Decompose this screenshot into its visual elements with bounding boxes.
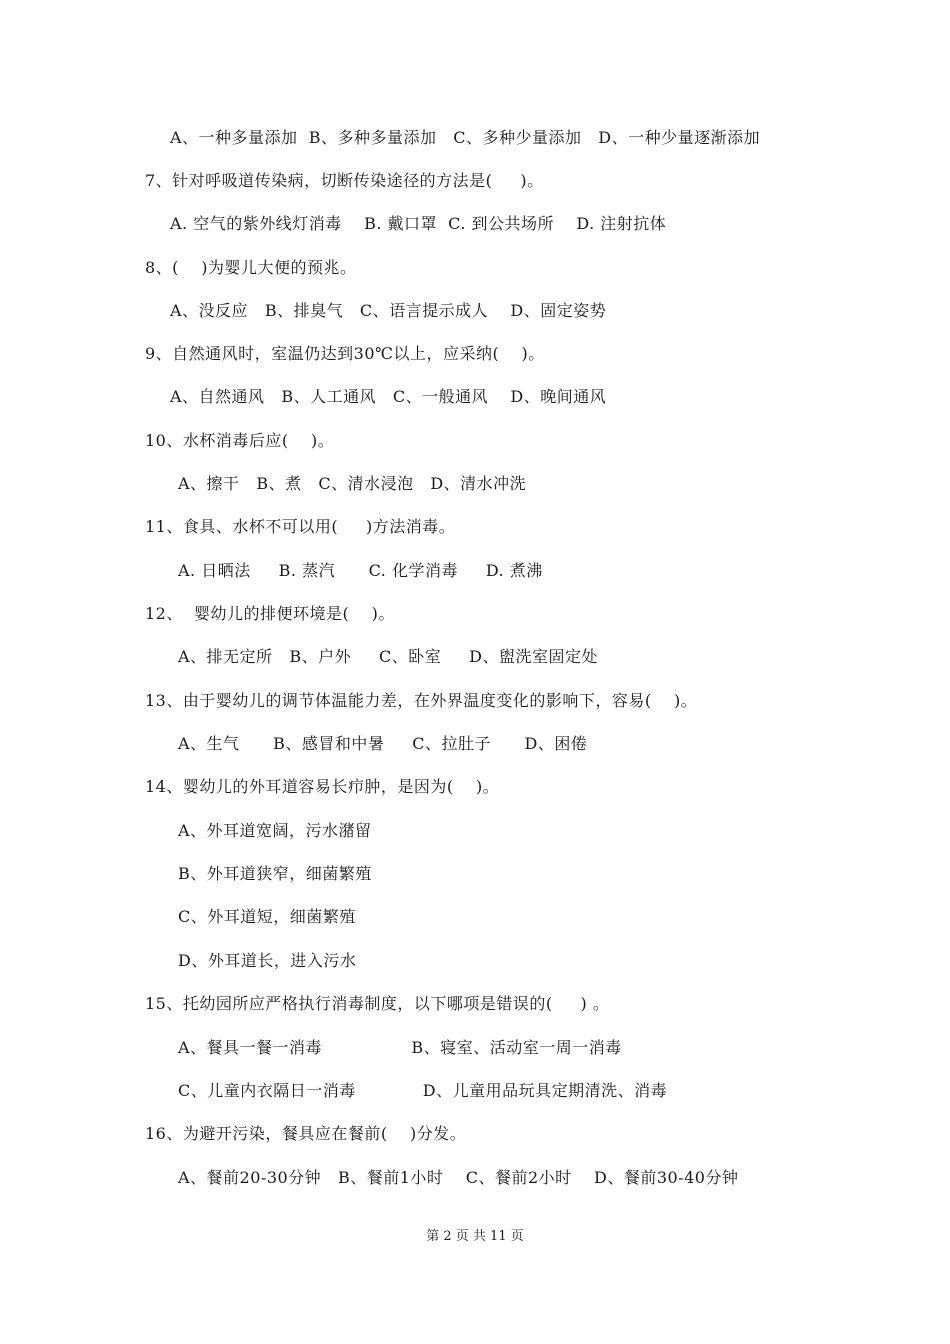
question-text: 12、 婴幼儿的排便环境是( )。: [145, 604, 395, 623]
question-text: 8、( )为婴儿大便的预兆。: [145, 258, 357, 277]
question-text: 13、由于婴幼儿的调节体温能力差，在外界温度变化的影响下，容易( )。: [145, 691, 698, 710]
answer-options: A、餐具一餐一消毒 B、寝室、活动室一周一消毒: [178, 1038, 622, 1057]
answer-options: A、一种多量添加 B、多种多量添加 C、多种少量添加 D、一种少量逐渐添加: [170, 128, 761, 147]
answer-options: A、自然通风 B、人工通风 C、一般通风 D、晚间通风: [170, 387, 607, 406]
answer-options: A、排无定所 B、户外 C、卧室 D、盥洗室固定处: [178, 647, 599, 666]
question-text: 10、水杯消毒后应( )。: [145, 431, 335, 450]
answer-options: A、没反应 B、排臭气 C、语言提示成人 D、固定姿势: [170, 301, 607, 320]
answer-options: A. 空气的紫外线灯消毒 B. 戴口罩 C. 到公共场所 D. 注射抗体: [170, 214, 667, 233]
question-text: 11、食具、水杯不可以用( )方法消毒。: [145, 517, 456, 536]
answer-options: C、儿童内衣隔日一消毒 D、儿童用品玩具定期清洗、消毒: [178, 1081, 668, 1100]
question-text: 9、自然通风时，室温仍达到30℃以上，应采纳( )。: [145, 344, 545, 363]
answer-options: C、外耳道短，细菌繁殖: [178, 907, 356, 926]
answer-options: A、餐前20-30分钟 B、餐前1小时 C、餐前2小时 D、餐前30-40分钟: [178, 1168, 739, 1187]
question-text: 16、为避开污染，餐具应在餐前( )分发。: [145, 1124, 467, 1143]
answer-options: B、外耳道狭窄，细菌繁殖: [178, 864, 372, 883]
answer-options: A、擦干 B、煮 C、清水浸泡 D、清水冲洗: [178, 474, 527, 493]
page-footer: 第 2 页 共 11 页: [426, 1229, 524, 1244]
question-text: 7、针对呼吸道传染病，切断传染途径的方法是( )。: [145, 171, 544, 190]
answer-options: D、外耳道长，进入污水: [178, 951, 357, 970]
answer-options: A、生气 B、感冒和中暑 C、拉肚子 D、困倦: [178, 734, 588, 753]
answer-options: A. 日晒法 B. 蒸汽 C. 化学消毒 D. 煮沸: [178, 561, 543, 580]
answer-options: A、外耳道宽阔，污水潴留: [178, 821, 372, 840]
question-text: 14、婴幼儿的外耳道容易长疖肿，是因为( )。: [145, 777, 500, 796]
question-text: 15、托幼园所应严格执行消毒制度，以下哪项是错误的( ) 。: [145, 994, 610, 1013]
